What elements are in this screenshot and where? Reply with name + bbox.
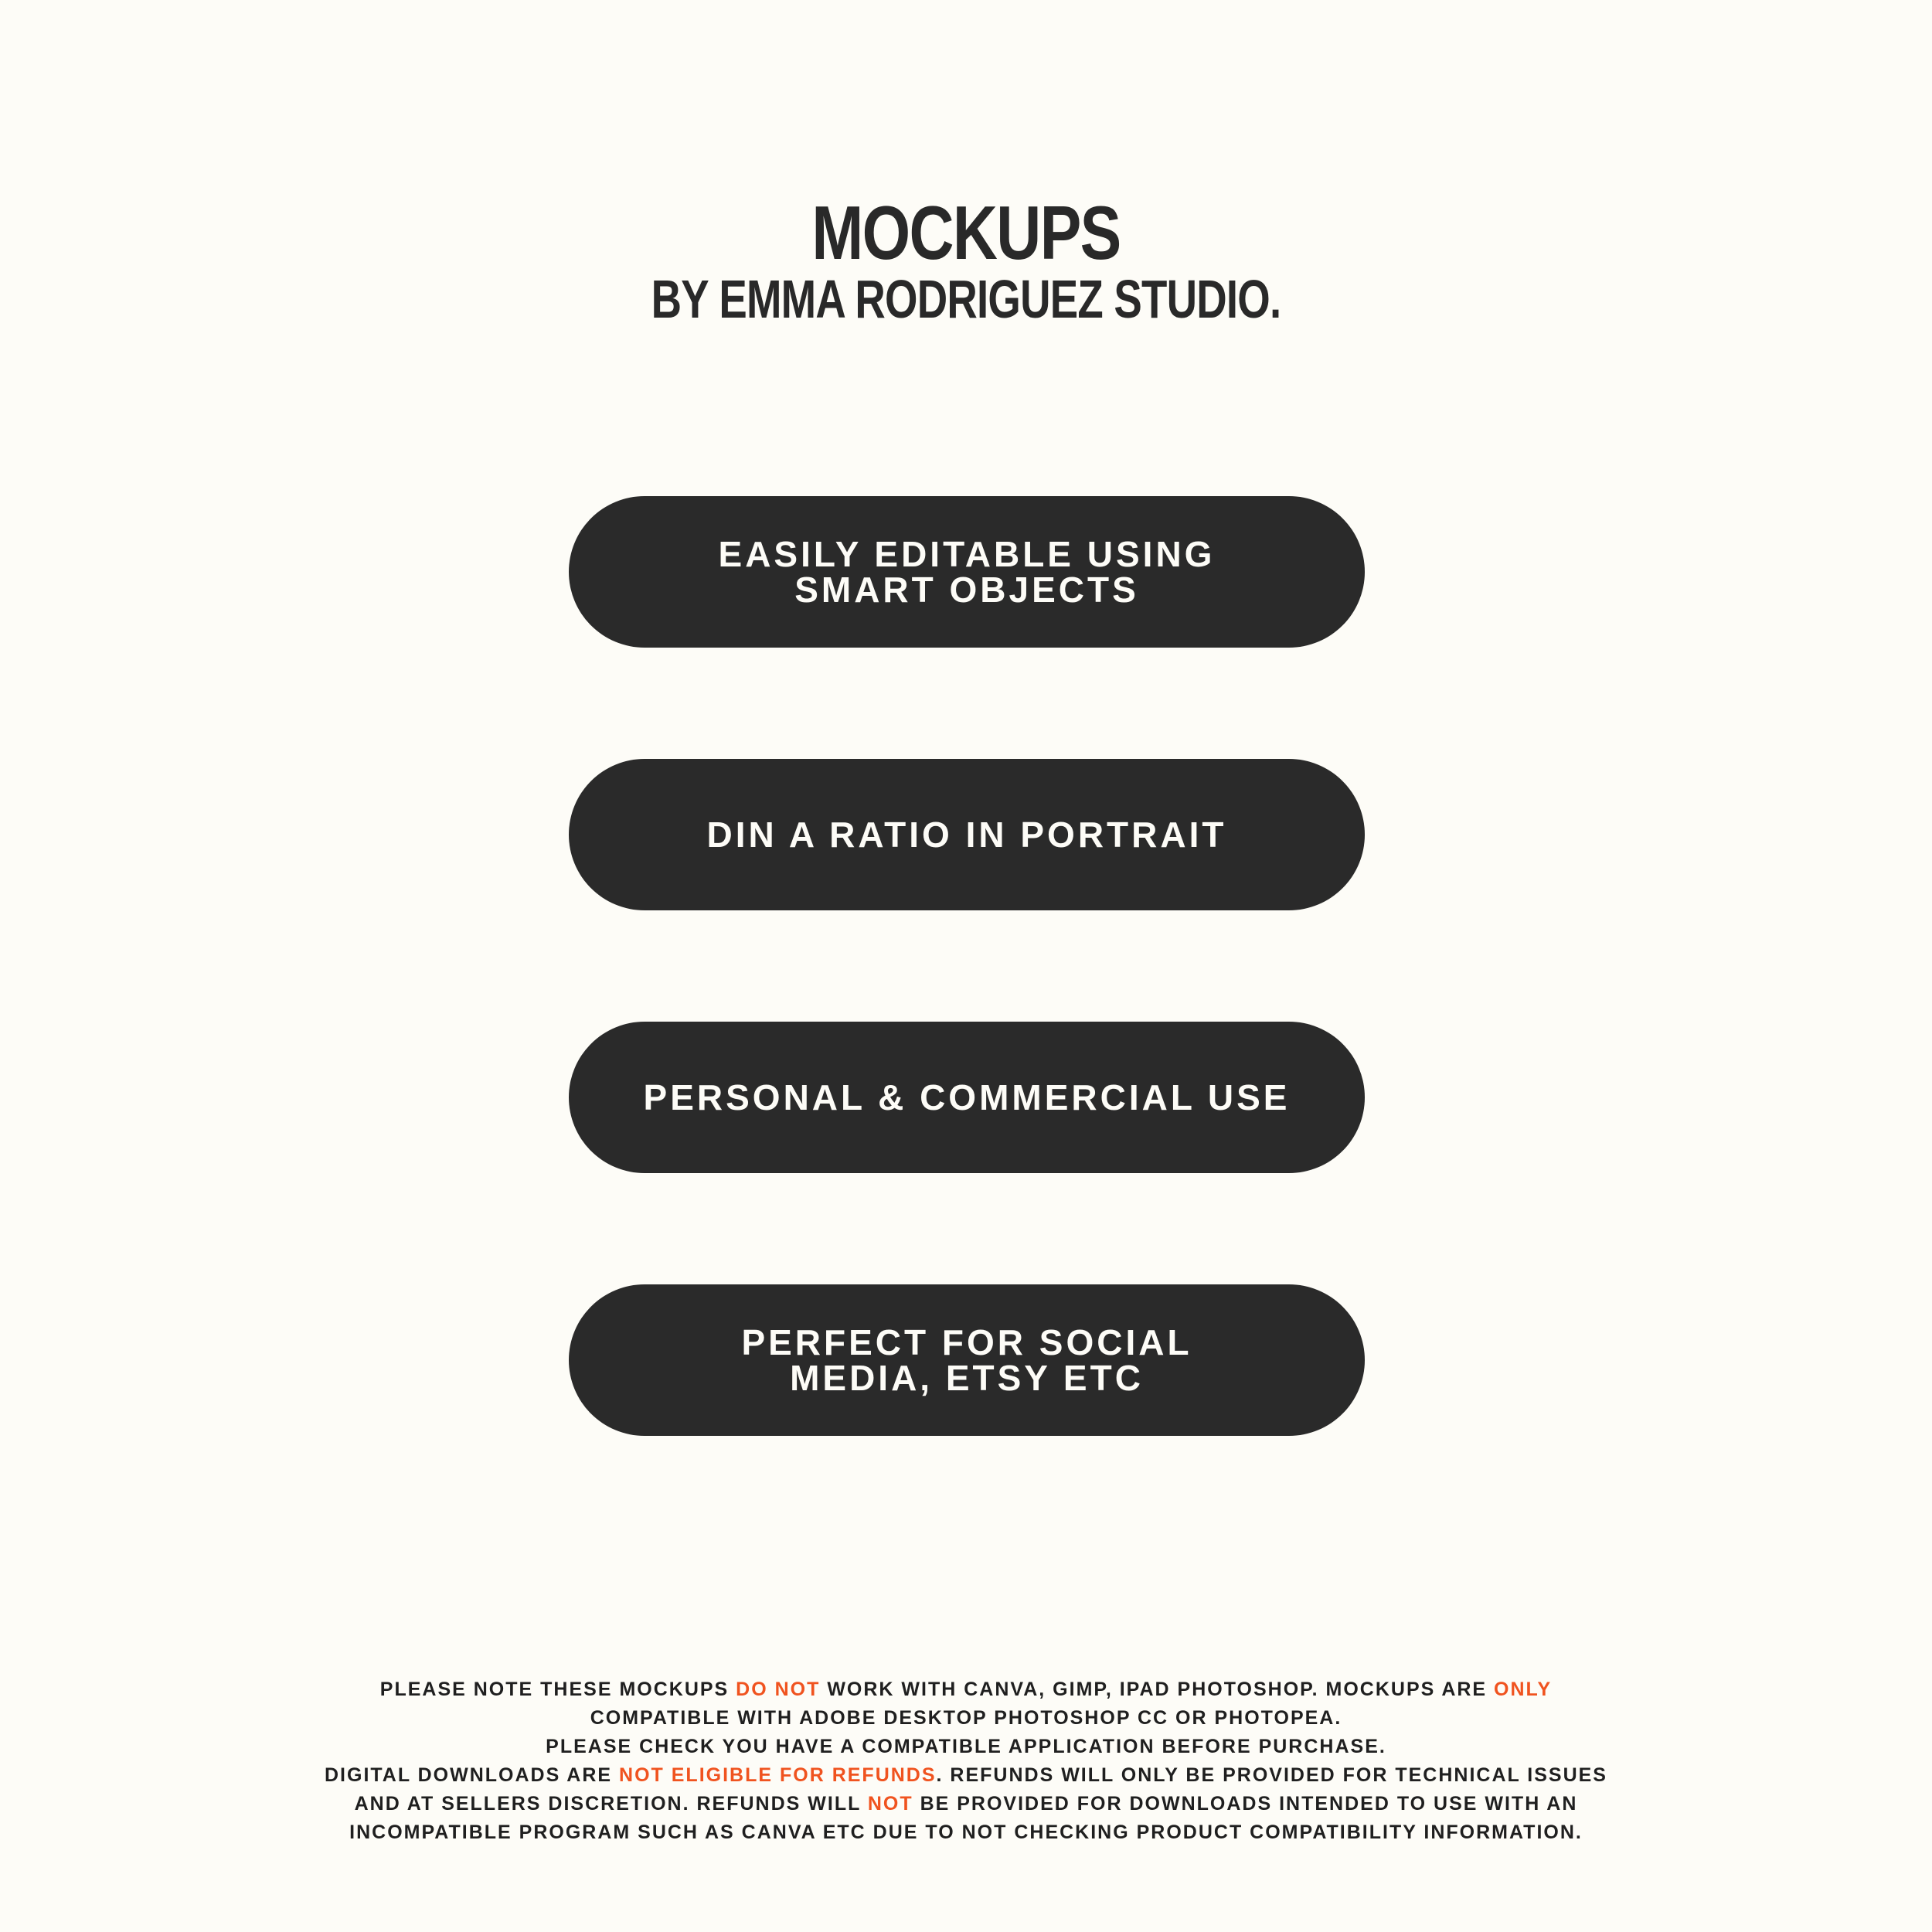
feature-pill-smart-objects <box>569 496 1365 648</box>
notice-text: . REFUNDS WILL ONLY BE PROVIDED FOR TECHNICAL ISSUES <box>936 1764 1607 1786</box>
notice-highlight: NOT ELIGIBLE FOR REFUNDS <box>619 1764 937 1786</box>
feature-pill-social-media <box>569 1284 1365 1436</box>
notice-highlight: NOT <box>867 1793 913 1815</box>
notice-text: PLEASE NOTE THESE MOCKUPS <box>379 1679 736 1700</box>
feature-label: EASILY EDITABLE USING SMART OBJECTS <box>718 534 1216 610</box>
feature-pill-din-ratio <box>569 759 1365 910</box>
notice-text: AND AT SELLERS DISCRETION. REFUNDS WILL <box>354 1793 868 1815</box>
compatibility-notice <box>232 1675 1700 1847</box>
page-title: MOCKUPS <box>811 190 1121 275</box>
notice-highlight: DO NOT <box>736 1679 821 1700</box>
page-subtitle: BY EMMA RODRIGUEZ STUDIO. <box>651 269 1281 329</box>
notice-line <box>232 1675 1700 1704</box>
notice-text: WORK WITH CANVA, GIMP, IPAD PHOTOSHOP. MOCKUPS ARE <box>820 1679 1495 1700</box>
notice-text: DIGITAL DOWNLOADS ARE <box>325 1764 620 1786</box>
notice-line: COMPATIBLE WITH ADOBE DESKTOP PHOTOSHOP CC OR PHOTOPEA. <box>590 1707 1342 1729</box>
feature-pill-commercial-use <box>569 1022 1365 1173</box>
header <box>0 190 1932 329</box>
feature-label: PERSONAL & COMMERCIAL USE <box>643 1077 1291 1117</box>
feature-label: PERFECT FOR SOCIAL MEDIA, ETSY ETC <box>741 1322 1192 1398</box>
feature-label: DIN A RATIO IN PORTRAIT <box>706 815 1227 855</box>
notice-line: INCOMPATIBLE PROGRAM SUCH AS CANVA ETC DUE TO NOT CHECKING PRODUCT COMPATIBILITY INFORMATION. <box>349 1821 1583 1843</box>
notice-highlight: ONLY <box>1494 1679 1553 1700</box>
notice-line <box>232 1761 1700 1790</box>
notice-line: PLEASE CHECK YOU HAVE A COMPATIBLE APPLICATION BEFORE PURCHASE. <box>546 1736 1386 1757</box>
notice-text: BE PROVIDED FOR DOWNLOADS INTENDED TO USE WITH AN <box>913 1793 1578 1815</box>
notice-line <box>232 1790 1700 1818</box>
